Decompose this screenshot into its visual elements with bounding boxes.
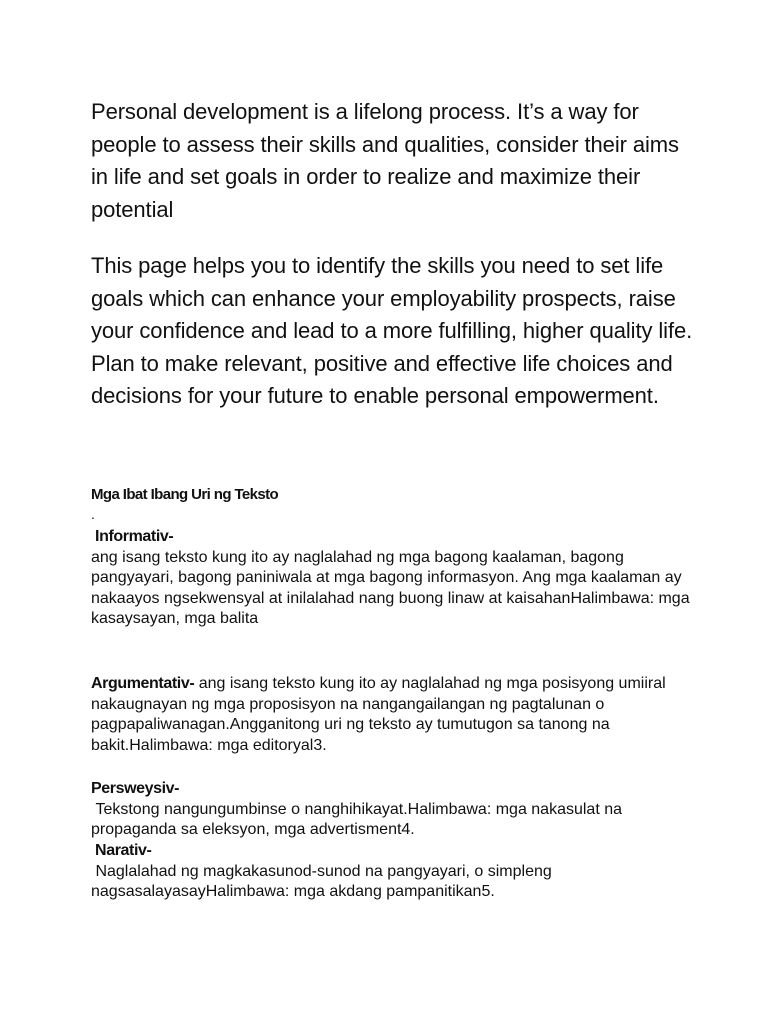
text-type-description: Naglalahad ng magkakasunod-sunod na pangyayari, o simpleng nagsasalayasayHalimbawa: mga akdang pampanitikan5. [91,862,557,900]
text-type-label: Persweysiv- [91,780,180,797]
text-type-label: Argumentativ- [91,675,195,692]
text-type-persweysiv [91,779,701,841]
text-type-argumentativ [91,674,701,756]
intro-paragraph-2: This page helps you to identify the skills you need to set life goals which can enhance your employability prospects, raise your confidence and lead to a more fulfilling, higher quality life. Plan to make relevant, positive and effective life choices and decisions for your future to enable personal empowerment. [91,253,693,408]
text-type-description: ang isang teksto kung ito ay naglalahad ng mga bagong kaalaman, bagong pangyayari, bagong paniniwala at mga bagong informasyon. Ang mga kaalaman ay nakaayos ngsekwensyal at inilalahad nang buong linaw at kaisahanHalimbawa: mga kasaysayan, mga balita [91,548,690,627]
bullet-dot: . [91,506,95,522]
section-heading: Mga Ibat Ibang Uri ng Teksto [91,486,279,503]
text-type-label: Narativ- [91,842,152,859]
text-type-narativ [91,841,701,903]
text-type-description: ang isang teksto kung ito ay naglalahad ng mga posisyong umiiral nakaugnayan ng mga proposisyon na nangangailangan ng pagtalunan o pagpapaliwanagan.Angganitong uri ng teksto ay tumutugon sa tanong na bakit.Halimbawa: mga editoryal3. [91,675,671,754]
text-type-description: Tekstong nangungumbinse o nanghihikayat.Halimbawa: mga nakasulat na propaganda sa eleksyon, mga advertisment4. [91,800,627,838]
text-type-label: Informativ- [91,528,174,545]
text-type-informativ [91,527,701,630]
intro-paragraph-1: Personal development is a lifelong process. It’s a way for people to assess their skills and qualities, consider their aims in life and set goals in order to realize and maximize their potential [91,99,679,222]
